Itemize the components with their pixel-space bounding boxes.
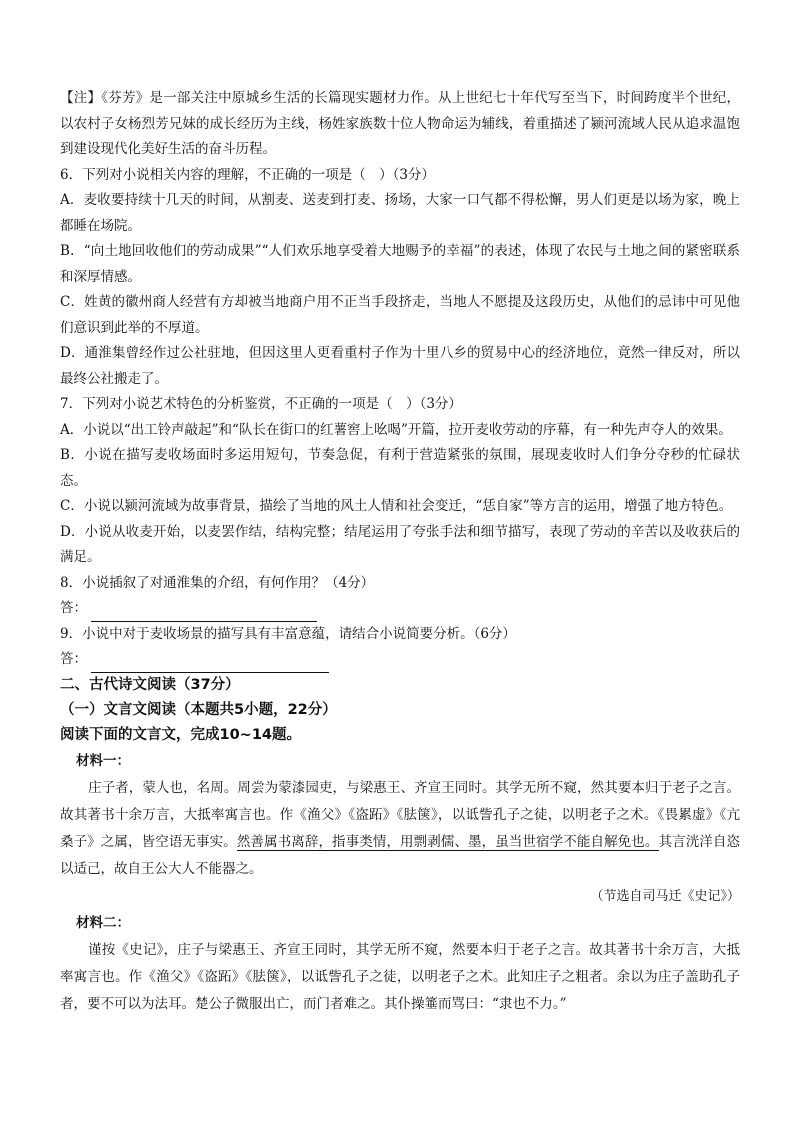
material-1-label: 材料一：: [76, 752, 130, 769]
section-heading: 二、古代诗文阅读（37分）: [60, 676, 240, 693]
question-7-option-c: C．小说以颍河流域为故事背景，描绘了当地的风土人情和社会变迁，“恁自家”等方言的运用，增强了地方特色。: [60, 498, 733, 514]
material-1-text: [60, 775, 740, 883]
question-9: [60, 622, 740, 673]
material-1-source: （节选自司马迁《史记》）: [590, 888, 740, 904]
question-6-option-b: B．“向土地回收他们的劳动成果”“人们欢乐地享受着大地赐予的幸福”的表述，体现了农民与土地之间的紧密联系和深厚情感。: [60, 243, 740, 285]
question-6-option-c: C．姓黄的徽州商人经营有方却被当地商户用不正当手段挤走，当地人不愿提及这段历史，从他们的忌讳中可见他们意识到此举的不厚道。: [60, 294, 740, 336]
material-1-text-part: 庄子者，蒙人也，名周。周尝为蒙漆园吏，与梁惠王、齐宣王同时。其学无所不窥，然其要本归于老子之言。故其著书十余万言，大抵率寓言也。作《渔父》《盗跖》《胠箧》，以诋訾孔子之徒，以明老子之术。《畏累虚》《亢桑子》之属，皆空语无事实。: [60, 779, 740, 850]
answer-blank[interactable]: [91, 656, 329, 673]
material-2-label: 材料二：: [76, 914, 130, 931]
reading-instruction: 阅读下面的文言文，完成10~14题。: [60, 726, 302, 743]
material-1-text-part: 其言洸洋自恣以适己，故自王公大人不能器之。: [60, 833, 741, 877]
subsection-heading: （一）文言文阅读（本题共5小题，22分）: [60, 701, 337, 718]
material-1-underlined-sentence: 然善属书离辞，指事类情，用剽剥儒、墨，虽当世宿学不能自解免也。: [236, 833, 659, 850]
question-8-stem: 8．小说插叙了对通淮集的介绍，有何作用？（4分）: [60, 574, 375, 591]
question-9-answer: [60, 647, 740, 673]
question-6-stem: 6．下列对小说相关内容的理解，不正确的一项是（ ）（3分）: [60, 166, 435, 183]
document-page: [60, 86, 740, 1018]
question-8-answer: [60, 596, 740, 622]
question-7: [60, 392, 740, 571]
material-2-text: 谨按《史记》，庄子与梁惠王、齐宣王同时，其学无所不窥，然要本归于老子之言。故其著书十余万言，大抵率寓言也。作《渔父》《盗跖》《胠箧》，以诋訾孔子之徒，以明老子之术。此知庄子之粗者。余以为庄子盖助孔子者，要不可以为法耳。楚公子微服出亡，而门者难之。其仆操箠而骂曰：“隶也不力。”: [60, 941, 740, 1012]
question-7-option-d: D．小说从收麦开始，以麦罢作结，结构完整；结尾运用了夸张手法和细节描写，表现了劳动的辛苦以及收获后的满足。: [60, 523, 740, 565]
question-7-stem: 7．下列对小说艺术特色的分析鉴赏，不正确的一项是（ ）（3分）: [60, 396, 462, 412]
question-9-stem: 9．小说中对于麦收场景的描写具有丰富意蕴，请结合小说简要分析。（6分）: [60, 625, 516, 642]
novel-note: 【注】《芬芳》是一部关注中原城乡生活的长篇现实题材力作。从上世纪七十年代写至当下，时间跨度半个世纪，以农村子女杨烈芳兄妹的成长经历为主线，杨姓家族数十位人物命运为辅线，着重描述了颍河流域人民从追求温饱到建设现代化美好生活的奋斗历程。: [60, 90, 740, 157]
question-7-option-b: B．小说在描写麦收场面时多运用短句，节奏急促，有利于营造紧张的氛围，展现麦收时人们争分夺秒的忙碌状态。: [60, 447, 740, 489]
answer-label: 答：: [60, 651, 87, 667]
question-6-option-a: A．麦收要持续十几天的时间，从割麦、送麦到打麦、扬场，大家一口气都不得松懈，男人们更是以场为家，晚上都睡在场院。: [60, 192, 740, 234]
answer-label: 答：: [60, 600, 87, 616]
question-7-option-a: A．小说以“出工铃声敲起”和“队长在街口的红薯窖上吆喝”开篇，拉开麦收劳动的序幕，有一种先声夺人的效果。: [60, 421, 732, 438]
question-6: [60, 163, 740, 393]
question-8: [60, 571, 740, 622]
question-6-option-d: D．通淮集曾经作过公社驻地，但因这里人更看重村子作为十里八乡的贸易中心的经济地位，竟然一律反对，所以最终公社搬走了。: [60, 345, 740, 387]
answer-blank[interactable]: [91, 605, 317, 622]
